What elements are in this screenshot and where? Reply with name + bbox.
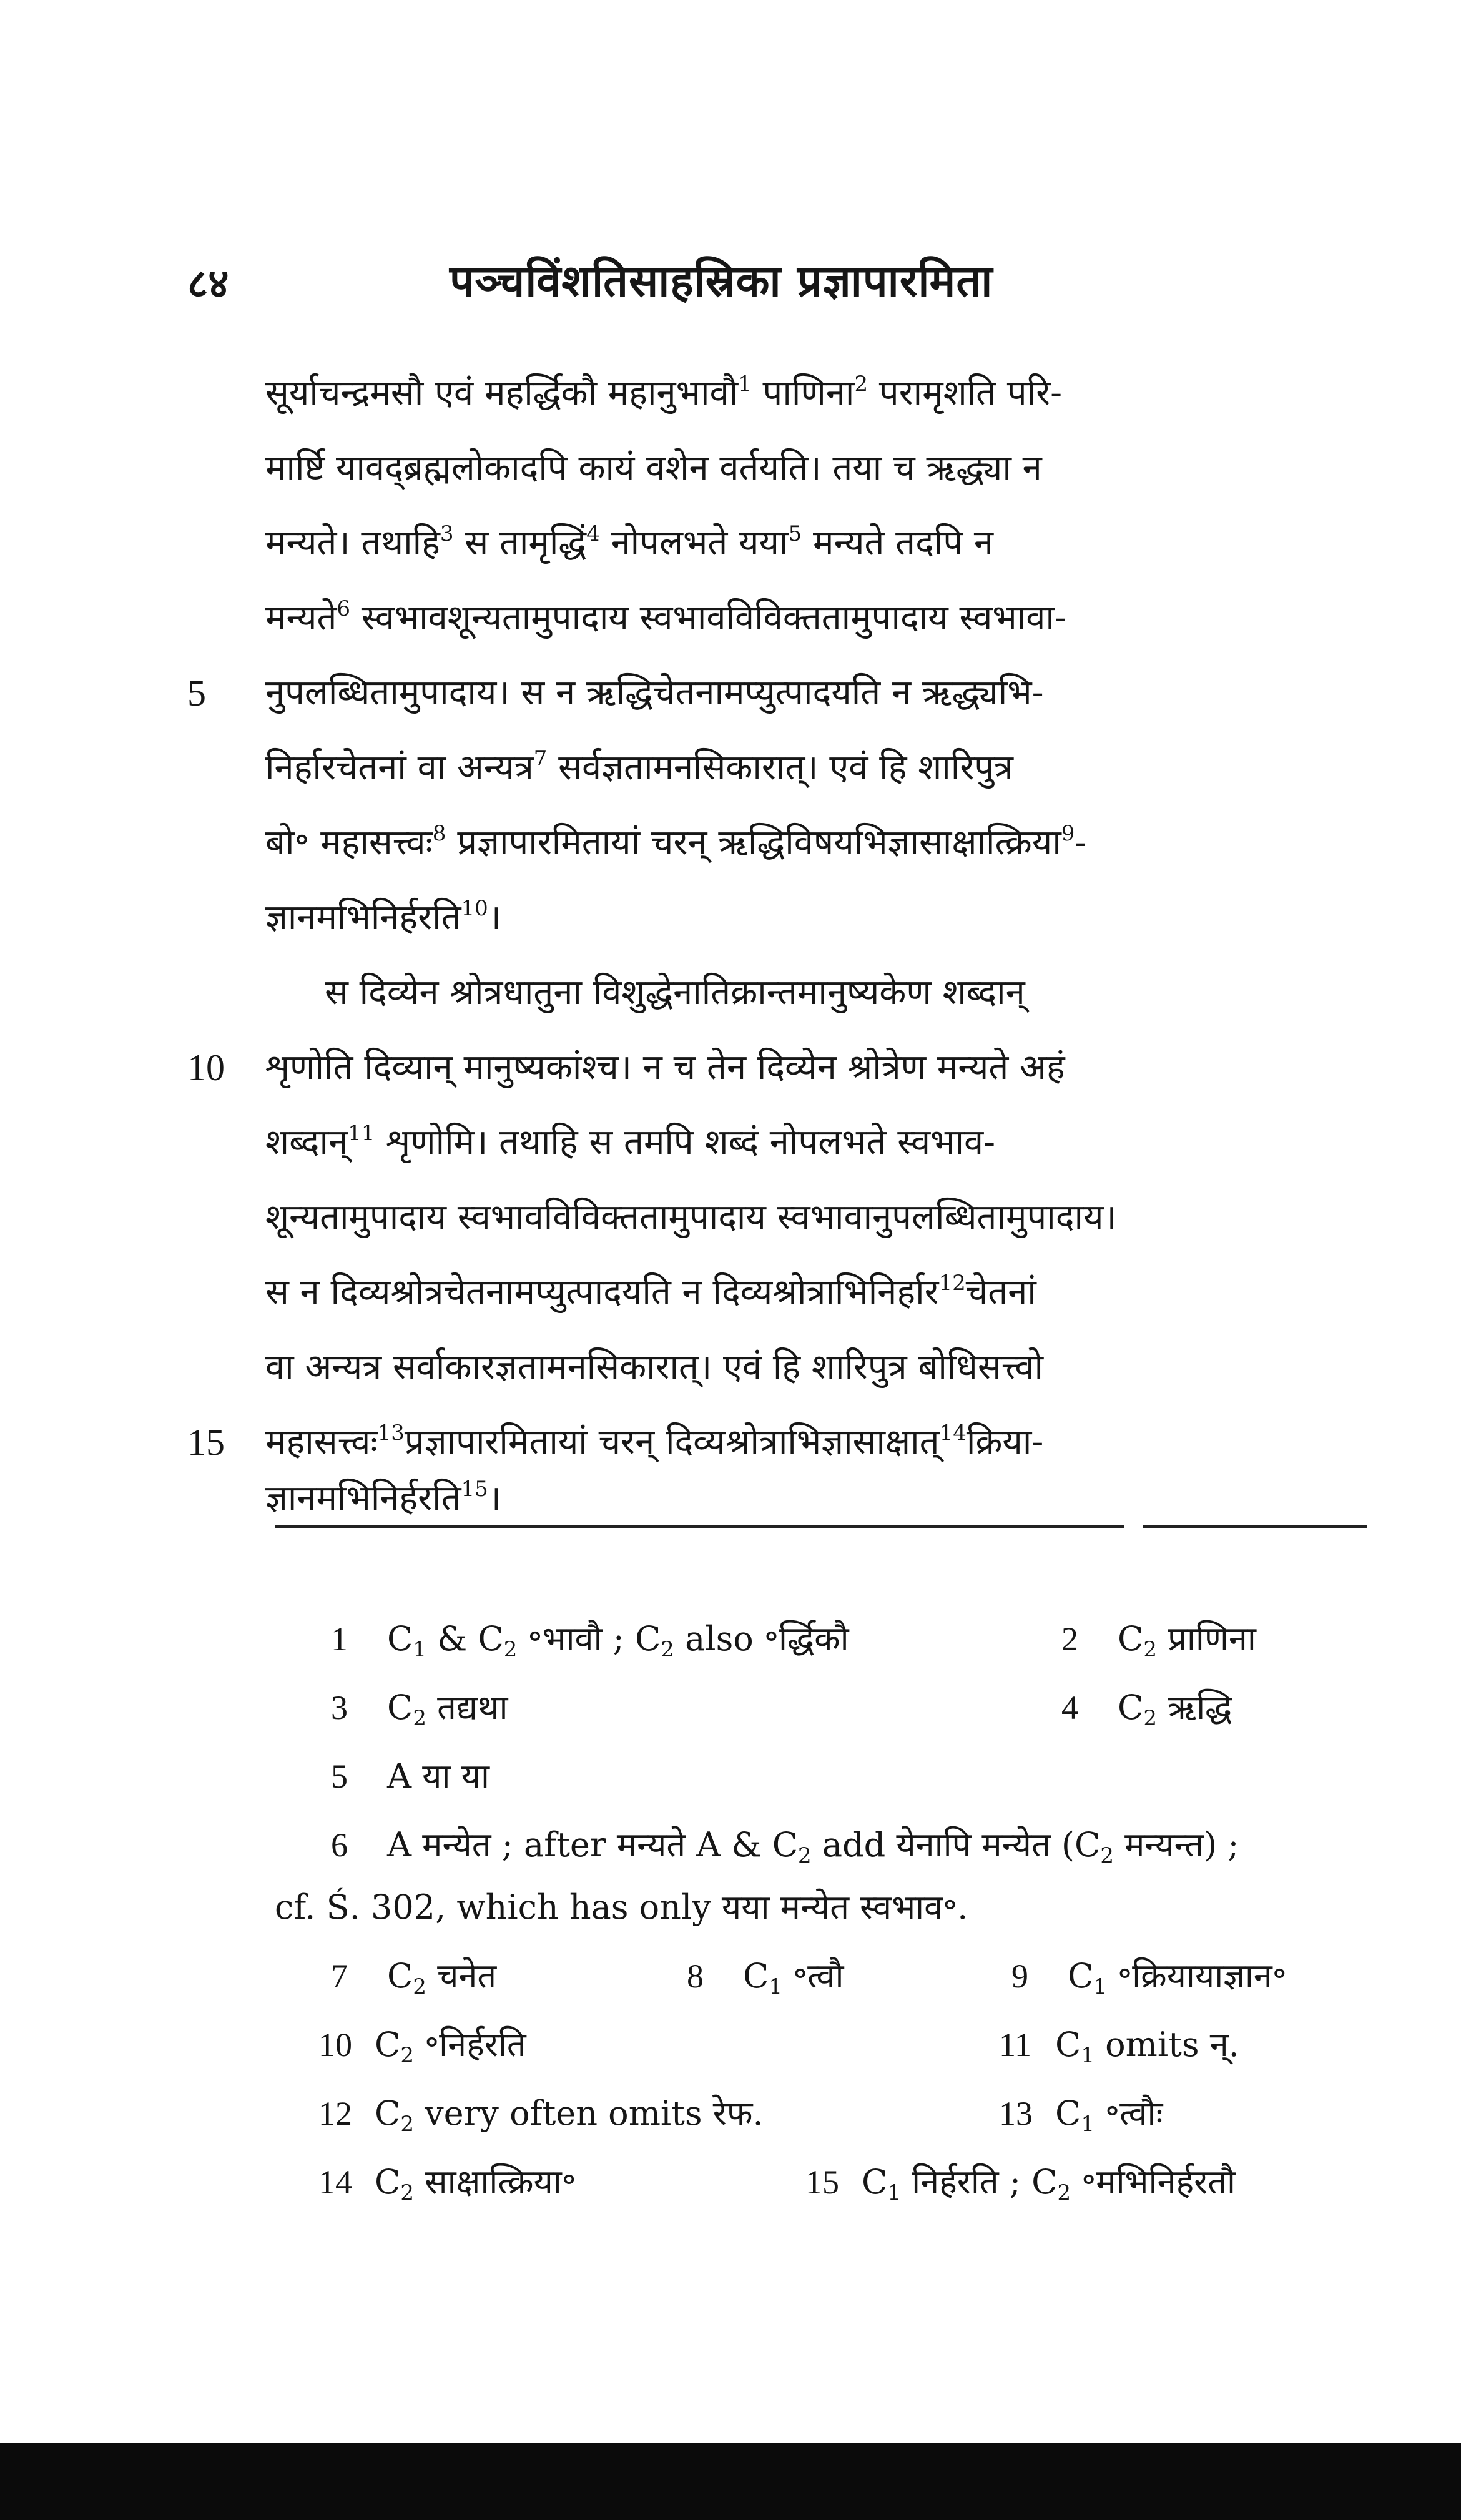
line-number-marker: 15	[187, 1422, 225, 1463]
body-line: ज्ञानमभिनिर्हरति$^{15}$।	[265, 1477, 501, 1518]
body-line: वा अन्यत्र सर्वाकारज्ञतामनसिकारात्। एवं हि शारिपुत्र बोधिसत्त्वो	[265, 1347, 1043, 1387]
footnote-7: 7 $C_2$ चनेत	[331, 1956, 497, 1999]
footnote-6-continuation: cf. Ś. 302, which has only यया मन्येत स्वभाव॰.	[275, 1888, 968, 1927]
line-number-marker: 5	[187, 672, 206, 714]
footnote-15: 15 $C_1$ निर्हरति ; $C_2$ ॰मभिनिर्हरतौ	[805, 2162, 1236, 2205]
body-line: निर्हारचेतनां वा अन्यत्र$^7$ सर्वज्ञतामनसिकारात्। एवं हि शारिपुत्र	[265, 746, 1013, 788]
footnote-4: 4 $C_2$ ऋद्धि	[1061, 1688, 1232, 1731]
body-line: शून्यतामुपादाय स्वभावविविक्ततामुपादाय स्वभावानुपलब्धितामुपादाय।	[265, 1197, 1117, 1238]
footnote-6: 6 A मन्येत ; after मन्यते A & $C_2$ add येनापि मन्येत ($C_2$ मन्यन्त) ;	[331, 1825, 1239, 1868]
footnote-11: 11 $C_1$ omits न्.	[999, 2025, 1239, 2068]
footnote-9: 9 $C_1$ ॰क्रियायाज्ञान॰	[1011, 1956, 1287, 1999]
footnote-13: 13 $C_1$ ॰त्वौः	[999, 2094, 1163, 2137]
scan-bottom-edge	[0, 2443, 1461, 2520]
page-number: ८४	[187, 260, 229, 307]
footnote-2: 2 $C_2$ प्राणिना	[1061, 1619, 1256, 1662]
body-line: मन्यते। तथाहि$^3$ स तामृद्धिं$^4$ नोपलभते यया$^5$ मन्यते तदपि न	[265, 521, 994, 563]
running-title: पञ्चविंशतिसाहस्रिका प्रज्ञापारमिता	[450, 255, 993, 307]
body-line: ज्ञानमभिनिर्हरति$^{10}$।	[265, 896, 501, 938]
body-line: महासत्त्वः$^{13}$प्रज्ञापारमितायां चरन् दिव्यश्रोत्राभिज्ञासाक्षात्$^{14}$क्रिया-	[265, 1420, 1044, 1462]
body-line: बो॰ महासत्त्वः$^8$ प्रज्ञापारमितायां चरन् ऋद्धिविषयभिज्ञासाक्षात्क्रिया$^9$-	[265, 821, 1087, 863]
footnote-10: 10 $C_2$ ॰निर्हरति	[318, 2025, 526, 2068]
body-line: स दिव्येन श्रोत्रधातुना विशुद्धेनातिक्रान्तमानुष्यकेण शब्दान्	[325, 972, 1025, 1013]
body-line: शब्दान्$^{11}$ शृणोमि। तथाहि स तमपि शब्दं नोपलभते स्वभाव-	[265, 1121, 996, 1163]
footnote-separator-rule	[1143, 1525, 1367, 1528]
footnote-1: 1 $C_1$ & $C_2$ ॰भावौ ; $C_2$ also ॰र्द्धिकौ	[331, 1619, 849, 1662]
body-line: स न दिव्यश्रोत्रचेतनामप्युत्पादयति न दिव्यश्रोत्राभिनिर्हार$^{12}$चेतनां	[265, 1271, 1036, 1312]
footnote-12: 12 $C_2$ very often omits रेफ.	[318, 2094, 764, 2137]
footnote-8: 8 $C_1$ ॰त्वौ	[687, 1956, 844, 1999]
body-line: शृणोति दिव्यान् मानुष्यकांश्च। न च तेन दिव्येन श्रोत्रेण मन्यते अहं	[265, 1047, 1065, 1088]
body-line: मन्यते$^6$ स्वभावशून्यतामुपादाय स्वभावविविक्ततामुपादाय स्वभावा-	[265, 596, 1066, 638]
body-line: मार्ष्टि यावद्ब्रह्मलोकादपि कायं वशेन वर्तयति। तया च ऋद्ध्या न	[265, 448, 1042, 488]
footnote-separator-rule	[275, 1525, 1124, 1528]
body-line: नुपलब्धितामुपादाय। स न ऋद्धिचेतनामप्युत्पादयति न ऋद्ध्यभि-	[265, 672, 1044, 713]
line-number-marker: 10	[187, 1047, 225, 1088]
body-line: सूर्याचन्द्रमसौ एवं महर्द्धिकौ महानुभावौ$^1$ पाणिना$^2$ परामृशति परि-	[265, 372, 1063, 413]
footnote-3: 3 $C_2$ तद्यथा	[331, 1688, 508, 1731]
footnote-5: 5 A या या	[331, 1756, 489, 1796]
footnote-14: 14 $C_2$ साक्षात्क्रिया॰	[318, 2162, 576, 2205]
